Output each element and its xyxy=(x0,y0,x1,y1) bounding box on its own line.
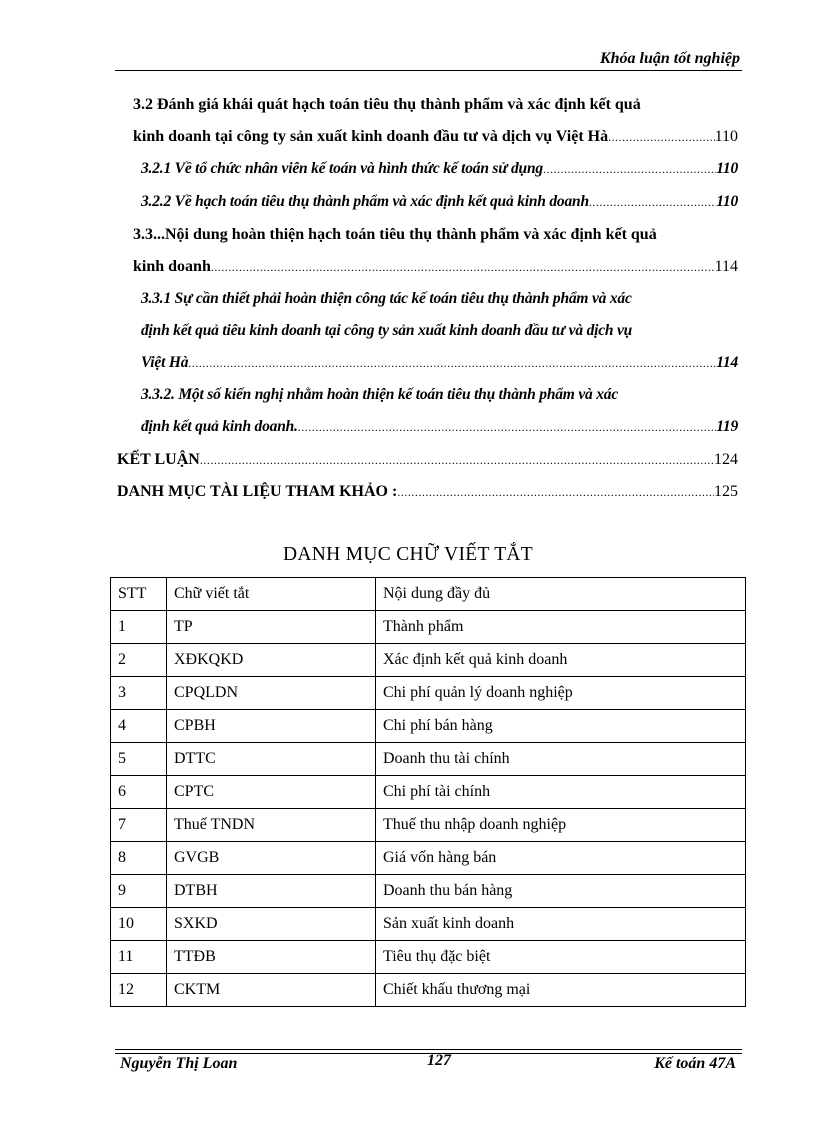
abbreviation: Thuế TNDN xyxy=(167,809,376,842)
toc-entry: định kết quả kinh doanh. ..... 119 xyxy=(141,418,738,436)
full-meaning: Chi phí tài chính xyxy=(376,776,746,809)
header-rule xyxy=(115,70,742,71)
toc-entry: 3.3.1 Sự cần thiết phải hoàn thiện công tác kế toán tiêu thụ thành phẩm và xác xyxy=(141,290,632,307)
page-footer xyxy=(120,1052,736,1077)
header-title: Khóa luận tốt nghiệp xyxy=(599,50,740,67)
abbreviation: SXKD xyxy=(167,908,376,941)
row-number: 7 xyxy=(111,809,167,842)
toc-entry: 3.3.2. Một số kiến nghị nhằm hoàn thiện kế toán tiêu thụ thành phẩm và xác xyxy=(141,386,619,403)
full-meaning: Chi phí bán hàng xyxy=(376,710,746,743)
full-meaning: Doanh thu bán hàng xyxy=(376,875,746,908)
toc-page-number: 119 xyxy=(716,418,738,435)
full-meaning: Sản xuất kinh doanh xyxy=(376,908,746,941)
abbreviation: CPTC xyxy=(167,776,376,809)
row-number: 1 xyxy=(111,611,167,644)
toc-page-number: 114 xyxy=(716,354,738,371)
row-number: 11 xyxy=(111,941,167,974)
footer-rule xyxy=(115,1049,742,1050)
column-header: Chữ viết tắt xyxy=(167,578,376,611)
column-header: STT xyxy=(111,578,167,611)
abbreviation: CKTM xyxy=(167,974,376,1007)
toc-page-number: 114 xyxy=(714,258,738,275)
toc-entry: định kết quả tiêu kinh doanh tại công ty sản xuất kinh doanh đầu tư và dịch vụ xyxy=(141,322,633,339)
table-body xyxy=(111,611,746,1007)
row-number: 6 xyxy=(111,776,167,809)
full-meaning: Chi phí quản lý doanh nghiệp xyxy=(376,677,746,710)
toc-entry: 3.3...Nội dung hoàn thiện hạch toán tiêu thụ thành phẩm và xác định kết quả xyxy=(133,226,657,243)
footer-page-number: 127 xyxy=(427,1052,451,1069)
toc-entry: 3.2.2 Về hạch toán tiêu thụ thành phẩm và xác định kết quả kinh doanh ..... 110 xyxy=(141,193,738,211)
table-row xyxy=(111,776,746,809)
full-meaning: Thành phẩm xyxy=(376,611,746,644)
toc-page-number: 125 xyxy=(714,483,738,500)
toc-entry: Việt Hà ..... 114 xyxy=(141,354,738,372)
row-number: 12 xyxy=(111,974,167,1007)
abbreviations-table xyxy=(110,577,746,1007)
row-number: 2 xyxy=(111,644,167,677)
toc-entry: 3.2.1 Về tổ chức nhân viên kế toán và hình thức kế toán sử dụng ..... 110 xyxy=(141,160,738,178)
row-number: 4 xyxy=(111,710,167,743)
table-row xyxy=(111,677,746,710)
full-meaning: Thuế thu nhập doanh nghiệp xyxy=(376,809,746,842)
abbreviation: DTTC xyxy=(167,743,376,776)
toc-entry: DANH MỤC TÀI LIỆU THAM KHẢO : ..... 125 xyxy=(117,483,738,501)
table-row xyxy=(111,611,746,644)
row-number: 9 xyxy=(111,875,167,908)
toc-entry: kinh doanh tại công ty sản xuất kinh doanh đầu tư và dịch vụ Việt Hà ..... 110 xyxy=(133,128,738,146)
toc-entry: KẾT LUẬN ..... 124 xyxy=(117,451,738,469)
full-meaning: Giá vốn hàng bán xyxy=(376,842,746,875)
abbreviations-title: DANH MỤC CHỮ VIẾT TẮT xyxy=(282,544,534,565)
full-meaning: Xác định kết quả kinh doanh xyxy=(376,644,746,677)
toc-entry: kinh doanh ..... 114 xyxy=(133,258,738,276)
full-meaning: Tiêu thụ đặc biệt xyxy=(376,941,746,974)
table-row xyxy=(111,875,746,908)
row-number: 3 xyxy=(111,677,167,710)
toc-entry: 3.2 Đánh giá khái quát hạch toán tiêu thụ thành phẩm và xác định kết quả xyxy=(133,96,641,113)
toc-page-number: 124 xyxy=(714,451,738,468)
footer-author: Nguyễn Thị Loan xyxy=(120,1055,238,1072)
table-row xyxy=(111,743,746,776)
row-number: 10 xyxy=(111,908,167,941)
table-row xyxy=(111,974,746,1007)
abbreviation: CPBH xyxy=(167,710,376,743)
abbreviation: TP xyxy=(167,611,376,644)
toc-page-number: 110 xyxy=(716,160,738,177)
abbreviation: XĐKQKD xyxy=(167,644,376,677)
full-meaning: Chiết khấu thương mại xyxy=(376,974,746,1007)
full-meaning: Doanh thu tài chính xyxy=(376,743,746,776)
abbreviation: TTĐB xyxy=(167,941,376,974)
table-header-row xyxy=(111,578,746,611)
column-header: Nội dung đầy đủ xyxy=(376,578,746,611)
row-number: 5 xyxy=(111,743,167,776)
abbreviation: DTBH xyxy=(167,875,376,908)
table-row xyxy=(111,710,746,743)
table-row xyxy=(111,842,746,875)
toc-page-number: 110 xyxy=(714,128,738,145)
table-row xyxy=(111,941,746,974)
table-row xyxy=(111,908,746,941)
row-number: 8 xyxy=(111,842,167,875)
toc-page-number: 110 xyxy=(716,193,738,210)
table-row xyxy=(111,809,746,842)
table-row xyxy=(111,644,746,677)
abbreviation: GVGB xyxy=(167,842,376,875)
abbreviation: CPQLDN xyxy=(167,677,376,710)
footer-department: Kế toán 47A xyxy=(654,1055,736,1072)
